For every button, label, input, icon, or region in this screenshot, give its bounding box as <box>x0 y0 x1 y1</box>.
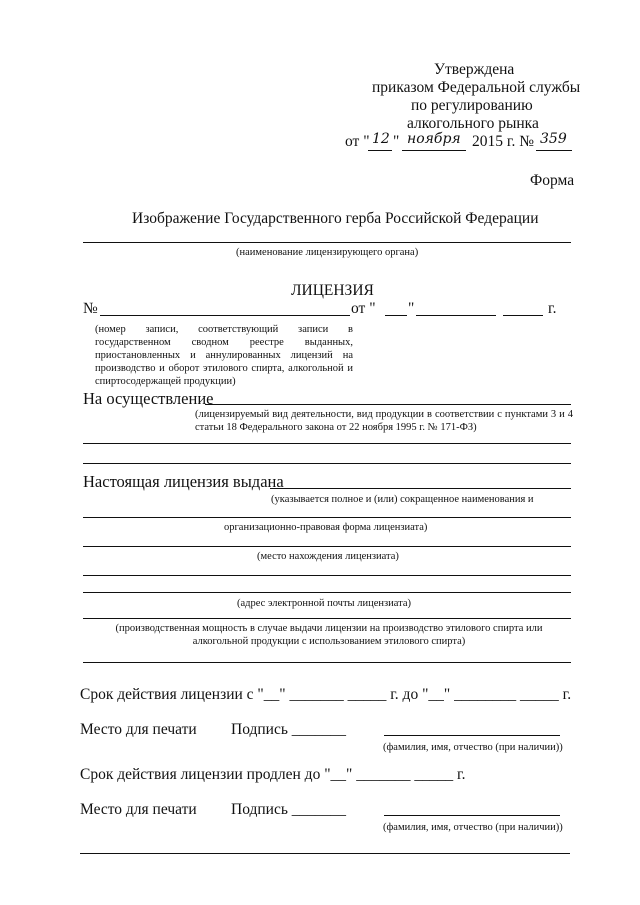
seal2-fio: (фамилия, имя, отчество (при наличии)) <box>383 822 563 833</box>
approval-year-no: 2015 г. № <box>472 133 535 150</box>
date-month-line <box>416 315 496 316</box>
approval-month: ноября <box>407 131 461 147</box>
issued-line <box>270 488 571 489</box>
approval-line3: по регулированию <box>411 97 533 114</box>
capacity-note: (производственная мощность в случае выдачи лицензии на производство этилового спирта или алкогольной продукции с использованием этилового спирта) <box>115 623 543 647</box>
seal2-sign: Подпись _______ <box>231 801 347 818</box>
bottom-rule <box>80 853 570 854</box>
seal1-place: Место для печати <box>80 721 197 738</box>
date-year-line <box>503 315 543 316</box>
seal2-place: Место для печати <box>80 801 197 818</box>
extended-text: Срок действия лицензии продлен до "__" _______ _____ г. <box>80 766 466 783</box>
activity-note: (лицензируемый вид деятельности, вид продукции в соответствии с пунктами 3 и 4 статьи 18 Федерального закона от 22 ноября 1995 г. № 171-ФЗ) <box>195 409 573 433</box>
seal1-fio: (фамилия, имя, отчество (при наличии)) <box>383 742 563 753</box>
activity-label: На осуществление <box>83 389 214 408</box>
approval-month-underline <box>402 150 466 151</box>
activity-line-3 <box>83 463 571 464</box>
form-label: Форма <box>530 172 575 189</box>
approval-number-underline <box>536 150 572 151</box>
approval-day: 12 <box>372 131 390 147</box>
issued-line-2 <box>83 517 571 518</box>
issued-note1: (указывается полное и (или) сокращенное наименования и <box>271 494 534 505</box>
date-year-suffix: г. <box>548 300 557 317</box>
validity-text: Срок действия лицензии с "__" _______ _____ г. до "__" ________ _____ г. <box>80 686 572 703</box>
date-quote: " <box>408 300 415 317</box>
issuer-line <box>83 242 571 243</box>
number-sign: № <box>83 300 98 317</box>
approval-line2: приказом Федеральной службы <box>372 79 581 96</box>
approval-line1: Утверждена <box>434 61 515 78</box>
seal1-fio-line <box>384 735 560 736</box>
approval-date-prefix: от " <box>345 133 370 150</box>
registry-note: (номер записи, соответствующий записи в государственном сводном реестре выданных, приостановленных и аннулированных лицензий на производство и оборот этилового спирта, алкогольной и спиртосодержащей продукции) <box>95 324 353 387</box>
issuer-caption: (наименование лицензирующего органа) <box>236 247 419 258</box>
date-day-line <box>385 315 407 316</box>
capacity-line <box>83 618 571 619</box>
email-note: (адрес электронной почты лицензиата) <box>237 598 412 609</box>
emblem-caption: Изображение Государственного герба Российской Федерации <box>132 210 539 227</box>
approval-day-underline <box>368 150 392 151</box>
activity-line <box>205 404 571 405</box>
issued-note2: организационно-правовая форма лицензиата) <box>224 522 428 533</box>
seal1-sign: Подпись _______ <box>231 721 347 738</box>
license-title: ЛИЦЕНЗИЯ <box>291 282 374 299</box>
seal2-fio-line <box>384 815 560 816</box>
capacity-line-2 <box>83 662 571 663</box>
location-line-2 <box>83 575 571 576</box>
location-note: (место нахождения лицензиата) <box>257 551 399 562</box>
approval-number: 359 <box>540 131 567 147</box>
activity-line-2 <box>83 443 571 444</box>
approval-date-mid: " <box>393 133 400 150</box>
date-from-label: от " <box>351 300 376 317</box>
number-line <box>100 315 350 316</box>
location-line <box>83 546 571 547</box>
email-line <box>83 592 571 593</box>
issued-label: Настоящая лицензия выдана <box>83 472 284 491</box>
approval-line4: алкогольного рынка <box>407 115 539 132</box>
